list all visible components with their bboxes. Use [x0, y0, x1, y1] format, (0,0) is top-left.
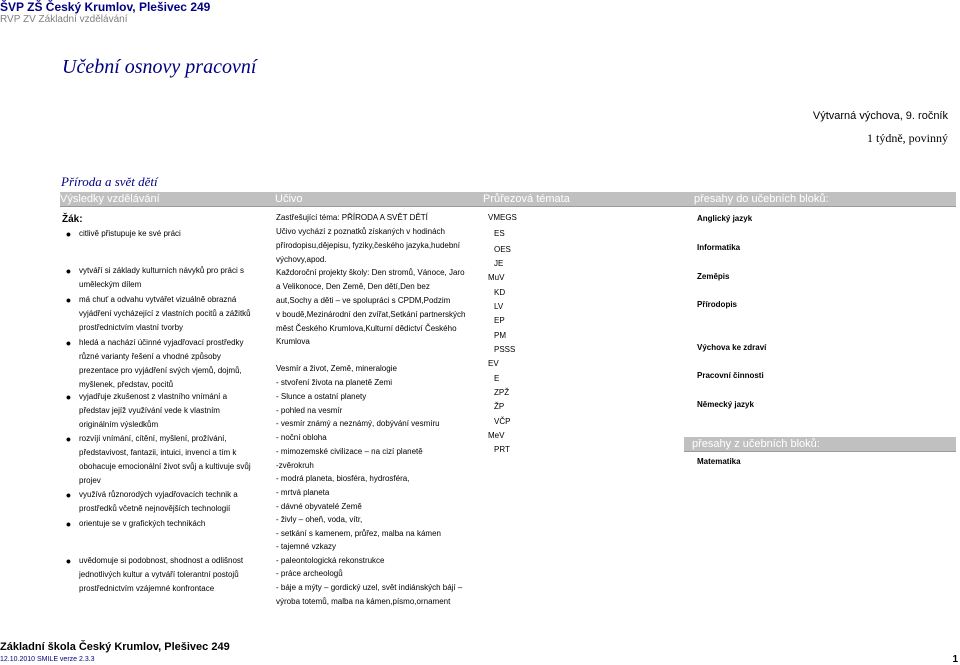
subject-label: Výtvarná výchova, 9. ročník [812, 110, 948, 122]
footer-page-number: 1 [952, 654, 958, 665]
content-line: měst Českého Krumlova,Kulturní dědictví Českého [276, 324, 457, 333]
outcome-line: vyjadřuje zkušenost z vlastního vnímání a [79, 392, 228, 401]
theme-code: VMEGS [488, 213, 517, 222]
theme-code: EP [494, 316, 505, 325]
theme-code: JE [494, 259, 504, 268]
theme-code: PSSS [494, 345, 516, 354]
outcome-line: projev [79, 476, 101, 485]
column-header-bar [60, 192, 956, 207]
section-title: Příroda a svět dětí [61, 174, 158, 189]
theme-code: PM [494, 331, 506, 340]
content-line: aut,Sochy a děti – ve spolupráci s CPDM,Podzim [276, 296, 451, 305]
content-line: - báje a mýty – gordický uzel, svět indiánských bájí – [276, 583, 463, 592]
content-line: Krumlova [276, 337, 310, 346]
page-title: Učební osnovy pracovní [62, 56, 257, 78]
theme-code: E [494, 374, 500, 383]
content-line: - noční obloha [276, 433, 327, 442]
outcome-bullet: • [66, 516, 71, 532]
outcome-bullet: • [66, 292, 71, 308]
outcome-bullet: • [66, 389, 71, 405]
outcome-line: orientuje se v grafických technikách [79, 519, 206, 528]
content-line: Učivo vychází z poznatků získaných v hodinách [276, 227, 445, 236]
content-line: Vesmír a život, Země, mineralogie [276, 364, 397, 373]
theme-code: MeV [488, 431, 505, 440]
content-line: - setkání s kamenem, průřez, malba na kámen [276, 529, 441, 538]
footer-date: 12.10.2010 SMILE verze 2.3.3 [0, 656, 95, 663]
outcome-line: hledá a nachází účinné vyjadřovací prostředky [79, 338, 244, 347]
cross-ref-subject: Výchova ke zdraví [697, 343, 767, 352]
outcome-bullet: • [66, 226, 71, 242]
outcome-line: využívá různorodých vyjadřovacích technik a [79, 490, 238, 499]
outcome-line: různé varianty řešení a vhodné způsoby [79, 352, 221, 361]
outcome-bullet: • [66, 431, 71, 447]
content-line: - paleontologická rekonstrukce [276, 556, 385, 565]
content-line: Zastřešující téma: PŘÍRODA A SVĚT DĚTÍ [276, 213, 428, 222]
outcome-line: vytváří si základy kulturních návyků pro práci s [79, 266, 244, 275]
column-header-outcomes: Výsledky vzdělávání [60, 193, 160, 205]
theme-code: ŽP [494, 402, 505, 411]
content-line: v boudě,Mezinárodní den zvířat,Setkání partnerských [276, 310, 466, 319]
cross-ref-subject: Informatika [697, 243, 741, 252]
content-line: - tajemné vzkazy [276, 542, 337, 551]
theme-code: KD [494, 288, 506, 297]
cross-header-bar-2 [684, 437, 956, 452]
pupil-label: Žák: [62, 214, 83, 225]
content-line: - vesmír známý a neznámý, dobývání vesmíru [276, 419, 440, 428]
cross-ref-subject: Anglický jazyk [697, 214, 753, 223]
content-line: přírodopisu,dějepisu, fyziky,českého jazyka,hudební [276, 241, 460, 250]
cross-ref-subject: Pracovní činnosti [697, 371, 764, 380]
document-header-subtitle: RVP ZV Základní vzdělávání [0, 14, 128, 25]
outcome-line: originálním výsledkům [79, 420, 159, 429]
document-header-title: ŠVP ZŠ Český Krumlov, Plešivec 249 [0, 0, 211, 14]
cross-ref-subject: Přírodopis [697, 300, 738, 309]
column-header-themes: Průřezová témata [483, 193, 570, 205]
theme-code: EV [488, 359, 499, 368]
outcome-line: rozvíjí vnímání, cítění, myšlení, prožívání, [79, 434, 227, 443]
theme-code: ZPŽ [494, 388, 510, 397]
outcome-line: jednotlivých kultur a vytváří tolerantní postojů [79, 570, 239, 579]
cross-ref-subject: Německý jazyk [697, 400, 754, 409]
content-line: - dávné obyvatelé Země [276, 502, 362, 511]
column-header-content: Učivo [275, 193, 303, 205]
outcome-bullet: • [66, 335, 71, 351]
content-line: - stvoření života na planetě Zemi [276, 378, 393, 387]
cross-ref-subject: Zeměpis [697, 272, 730, 281]
hours-label: 1 týdně, povinný [867, 131, 948, 145]
content-line: výchovy,apod. [276, 255, 327, 264]
footer-school: Základní škola Český Krumlov, Plešivec 249 [0, 641, 230, 653]
content-line: - živly – oheň, voda, vítr, [276, 515, 363, 524]
content-line: - modrá planeta, biosféra, hydrosféra, [276, 474, 410, 483]
outcome-line: prezentace pro vyjádření svých vjemů, dojmů, [79, 366, 242, 375]
cross-header-2: přesahy z učebních bloků: [692, 438, 820, 450]
theme-code: OES [494, 245, 511, 254]
outcome-bullet: • [66, 487, 71, 503]
outcome-line: uvědomuje si podobnost, shodnost a odlišnost [79, 556, 244, 565]
outcome-line: uměleckým dílem [79, 280, 142, 289]
outcome-line: prostřednictvím vlastní tvorby [79, 323, 184, 332]
theme-code: VČP [494, 417, 511, 426]
outcome-line: obohacuje emocionální život svůj a kultivuje svůj [79, 462, 251, 471]
theme-code: PRT [494, 445, 510, 454]
outcome-line: představ jejíž využívání vede k vlastním [79, 406, 220, 415]
content-line: - práce archeologů [276, 569, 343, 578]
content-line: Každoroční projekty školy: Den stromů, Vánoce, Jaro [276, 268, 465, 277]
outcome-line: myšlenek, představ, pocitů [79, 380, 174, 389]
outcome-line: prostřednictvím vzájemné konfrontace [79, 584, 215, 593]
outcome-line: představivost, fantazii, intuici, invenci a tím k [79, 448, 237, 457]
theme-code: LV [494, 302, 504, 311]
content-line: - mimozemské civilizace – na cizí planetě [276, 447, 423, 456]
column-header-cross: přesahy do učebních bloků: [694, 193, 829, 205]
content-line: - Slunce a ostatní planety [276, 392, 367, 401]
outcome-line: citlivě přistupuje ke své práci [79, 229, 181, 238]
theme-code: ES [494, 229, 505, 238]
outcome-line: má chuť a odvahu vytvářet vizuálně obrazná [79, 295, 237, 304]
content-line: - mrtvá planeta [276, 488, 330, 497]
content-line: a Velikonoce, Den Země, Den dětí,Den bez [276, 282, 430, 291]
outcome-bullet: • [66, 553, 71, 569]
cross-ref-subject-2: Matematika [697, 457, 741, 466]
content-line: - pohled na vesmír [276, 406, 343, 415]
content-line: výroba totemů, malba na kámen,písmo,ornament [276, 597, 451, 606]
theme-code: MuV [488, 273, 505, 282]
content-line: -zvěrokruh [276, 461, 314, 470]
outcome-line: prostředků včetně nejnovějších technologií [79, 504, 231, 513]
outcome-bullet: • [66, 263, 71, 279]
outcome-line: vyjádření vycházející z vlastních pocitů a zážitků [79, 309, 251, 318]
